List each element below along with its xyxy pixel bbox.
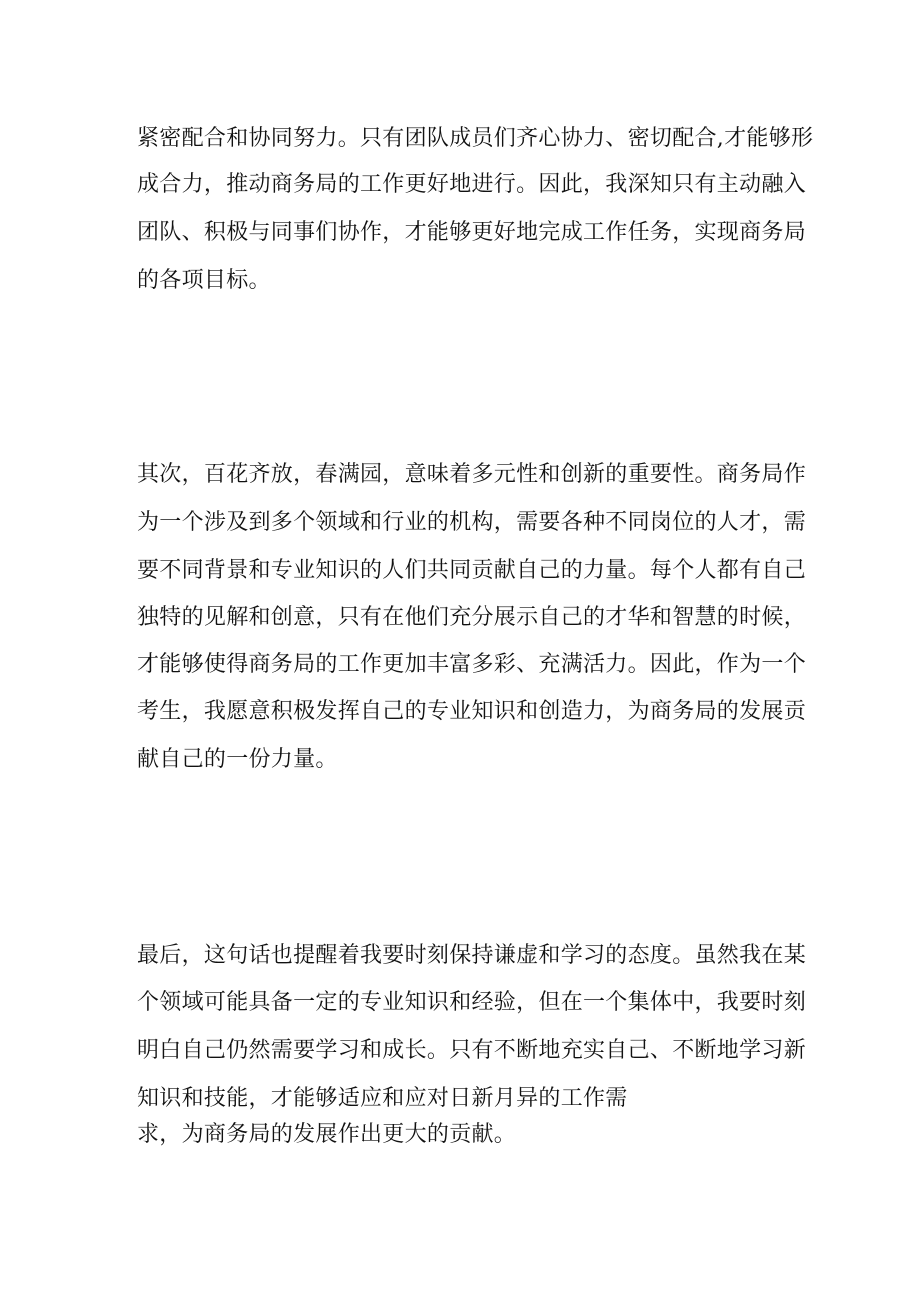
paragraph-line: 成合力，推动商务局的工作更好地进行。因此，我深知只有主动融入 xyxy=(137,172,807,197)
paragraph-line: 最后，这句话也提醒着我要时刻保持谦虚和学习的态度。虽然我在某 xyxy=(137,943,807,968)
paragraph-line: 独特的见解和创意，只有在他们充分展示自己的才华和智慧的时候， xyxy=(137,605,807,630)
paragraph-line: 明白自己仍然需要学习和成长。只有不断地充实自己、不断地学习新 xyxy=(137,1038,807,1063)
paragraph-line: 紧密配合和协同努力。只有团队成员们齐心协力、密切配合,才能够形 xyxy=(137,126,814,151)
paragraph-line: 知识和技能，才能够适应和应对日新月异的工作需 xyxy=(137,1086,628,1111)
paragraph-line: 考生，我愿意积极发挥自己的专业知识和创造力，为商务局的发展贡 xyxy=(137,699,807,724)
paragraph-line: 个领域可能具备一定的专业知识和经验，但在一个集体中，我要时刻 xyxy=(137,990,807,1015)
paragraph-line: 要不同背景和专业知识的人们共同贡献自己的力量。每个人都有自己 xyxy=(137,558,807,583)
paragraph-line: 求，为商务局的发展作出更大的贡献。 xyxy=(137,1122,517,1147)
paragraph-line: 为一个涉及到多个领域和行业的机构，需要各种不同岗位的人才，需 xyxy=(137,510,807,535)
paragraph-line: 团队、积极与同事们协作，才能够更好地完成工作任务，实现商务局 xyxy=(137,220,807,245)
paragraph-line: 的各项目标。 xyxy=(137,268,271,293)
paragraph-line: 才能够使得商务局的工作更加丰富多彩、充满活力。因此，作为一个 xyxy=(137,652,807,677)
paragraph-line: 其次，百花齐放，春满园，意味着多元性和创新的重要性。商务局作 xyxy=(137,462,807,487)
paragraph-line: 献自己的一份力量。 xyxy=(137,747,338,772)
